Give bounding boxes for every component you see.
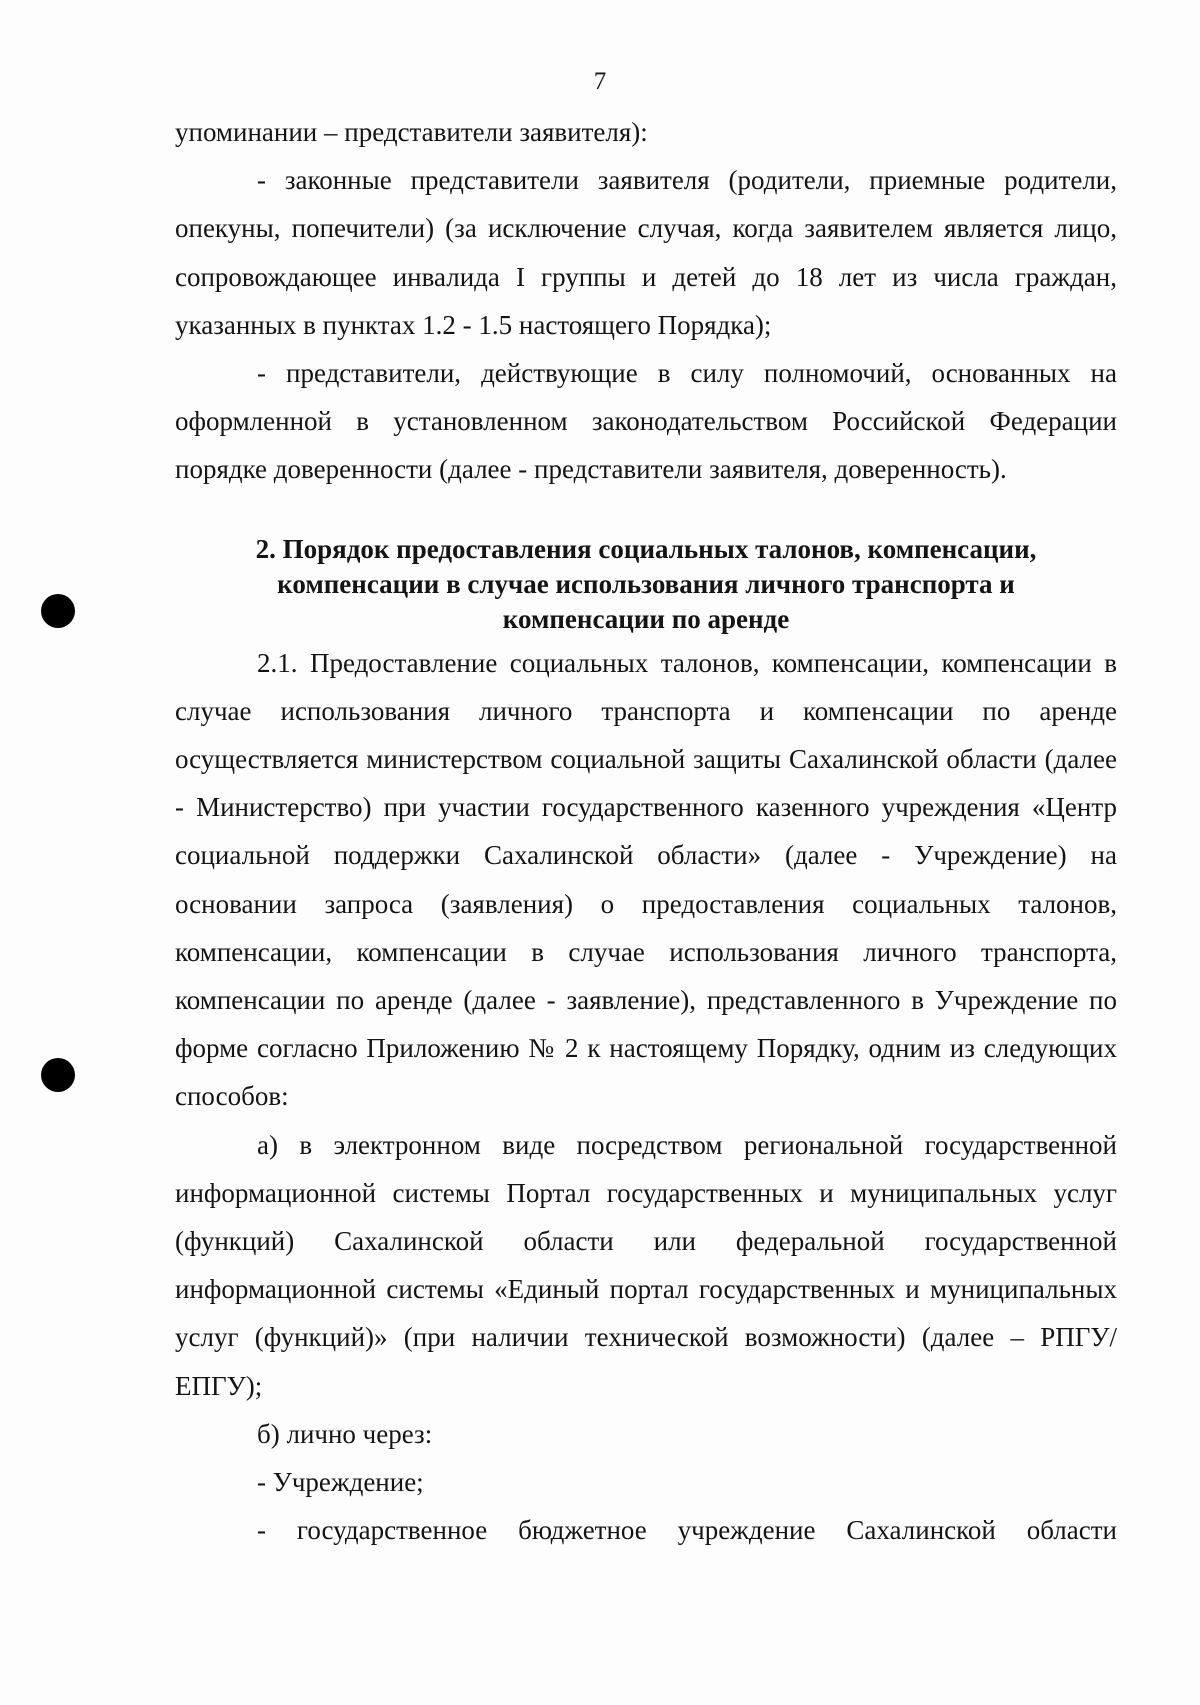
punch-hole-bottom xyxy=(41,1058,75,1092)
section-heading-line-3: компенсации по аренде xyxy=(502,603,790,634)
paragraph-institution: - Учреждение; xyxy=(257,1467,424,1498)
paragraph-legal-representatives: - законные представители заявителя (родители, приемные родители, опекуны, попечители) (за исключение случая, когда заявителем является лицо, сопровождающее инвалида I группы и детей до 18 лет из числа граждан, указанных в пунктах 1.2 - 1.5 настоящего Порядка); xyxy=(175,165,1117,340)
section-heading xyxy=(175,532,1117,637)
section-heading-line-2: компенсации в случае использования личного транспорта и xyxy=(277,568,1015,599)
paragraph-state-budget-institution: - государственное бюджетное учреждение Сахалинской области xyxy=(257,1515,1117,1546)
punch-hole-top xyxy=(41,594,75,628)
page-number: 7 xyxy=(593,68,607,95)
paragraph-authorized-representatives: - представители, действующие в силу полномочий, основанных на оформленной в установленном законодательством Российской Федерации порядке доверенности (далее - представители заявителя, доверенность). xyxy=(175,358,1117,485)
document-body xyxy=(175,108,1117,1554)
paragraph-item-a: а) в электронном виде посредством региональной государственной информационной системы Портал государственных и муниципальных услуг (функций) Сахалинской области или федеральной государственной информационной системы «Единый портал государственных и муниципальных услуг (функций)» (при наличии технической возможности) (далее – РПГУ/ЕПГУ); xyxy=(175,1129,1117,1401)
section-heading-line-1: 2. Порядок предоставления социальных талонов, компенсации, xyxy=(255,533,1037,564)
paragraph-item-b: б) лично через: xyxy=(257,1418,433,1449)
paragraph-representatives-continuation: упоминании – представители заявителя): xyxy=(175,117,648,147)
paragraph-2-1: 2.1. Предоставление социальных талонов, компенсации, компенсации в случае использования личного транспорта и компенсации по аренде осуществляется министерством социальной защиты Сахалинской области (далее - Министерство) при участии государственного казенного учреждения «Центр социальной поддержки Сахалинской области» (далее - Учреждение) на основании запроса (заявления) о предоставления социальных талонов, компенсации, компенсации в случае использования личного транспорта, компенсации по аренде (далее - заявление), представленного в Учреждение по форме согласно Приложению № 2 к настоящему Порядку, одним из следующих способов: xyxy=(175,647,1117,1112)
